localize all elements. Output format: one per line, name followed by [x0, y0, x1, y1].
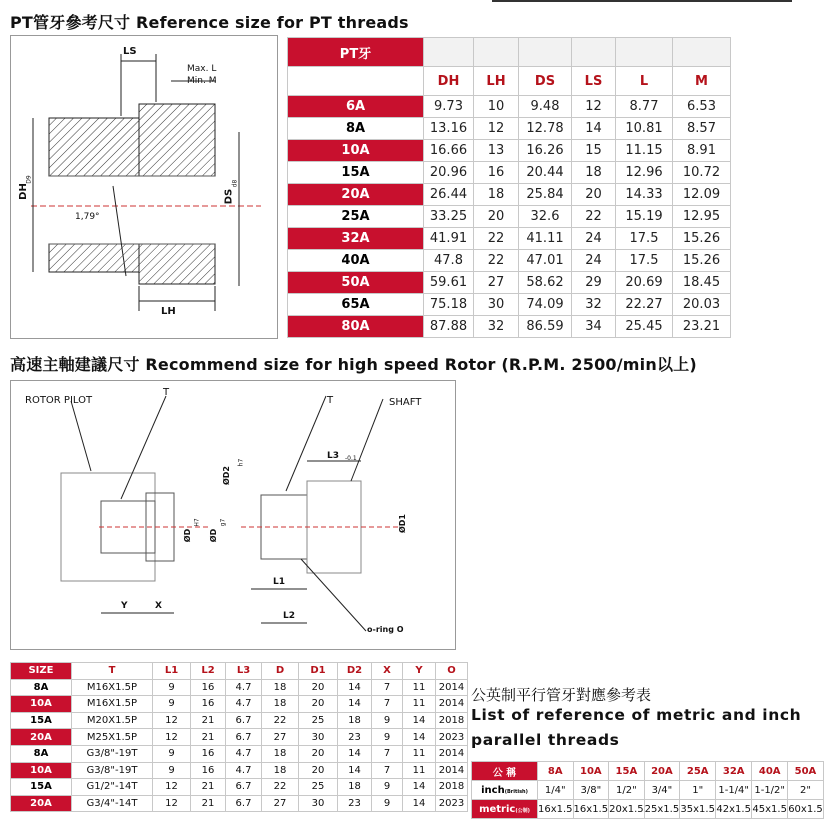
rotor-value-cell: 6.7 [226, 779, 262, 796]
pt-col-header: DS [519, 67, 572, 96]
inch-row [472, 781, 824, 800]
rotor-value-cell: 11 [403, 679, 436, 696]
inch-value-cell: 3/8" [573, 781, 609, 800]
pt-value-cell: 9.73 [424, 96, 474, 118]
inch-value-cell: 1" [680, 781, 716, 800]
rotor-value-cell: 20 [299, 679, 338, 696]
metric-inch-size-header: 8A [538, 762, 574, 781]
rotor-value-cell: 27 [262, 729, 299, 746]
pt-table-row [288, 206, 731, 228]
rotor-col-header: Y [403, 663, 436, 680]
d-h7-tolerance: H7 [193, 518, 201, 527]
pt-value-cell: 13 [474, 140, 519, 162]
rotor-col-header: L1 [153, 663, 191, 680]
rotor-value-cell: 12 [153, 795, 191, 812]
pt-value-cell: 30 [474, 294, 519, 316]
metric-value-cell: 60x1.5 [788, 800, 824, 819]
rotor-value-cell: M20X1.5P [72, 712, 153, 729]
rotor-value-cell: 16 [191, 762, 226, 779]
pt-value-cell: 22 [474, 250, 519, 272]
rotor-pilot-label: ROTOR PILOT [25, 395, 93, 406]
l2-label: L2 [283, 611, 295, 621]
pt-value-cell: 75.18 [424, 294, 474, 316]
pt-col-header: LH [474, 67, 519, 96]
pt-col-header: M [673, 67, 731, 96]
pt-value-cell: 23.21 [673, 316, 731, 338]
pt-value-cell: 16 [474, 162, 519, 184]
pt-col-header: L [616, 67, 673, 96]
rotor-table-row [11, 745, 468, 762]
rotor-value-cell: 6.7 [226, 795, 262, 812]
rotor-value-cell: 9 [153, 762, 191, 779]
rotor-value-cell: 12 [153, 779, 191, 796]
pt-size-cell: 25A [288, 206, 424, 228]
rotor-table-header-row [11, 663, 468, 680]
metric-row [472, 800, 824, 819]
rotor-size-cell: 10A [11, 696, 72, 713]
pt-value-cell: 22 [572, 206, 616, 228]
metric-value-cell: 16x1.5 [538, 800, 574, 819]
pt-table-row [288, 118, 731, 140]
metric-inch-size-header: 32A [716, 762, 752, 781]
rotor-col-header: O [436, 663, 468, 680]
pt-value-cell: 22.27 [616, 294, 673, 316]
metric-value-cell: 42x1.5 [716, 800, 752, 819]
rotor-value-cell: M25X1.5P [72, 729, 153, 746]
rotor-value-cell: 2014 [436, 762, 468, 779]
pt-value-cell: 26.44 [424, 184, 474, 206]
pt-size-cell: 15A [288, 162, 424, 184]
pt-value-cell: 10.81 [616, 118, 673, 140]
d-h7-label: ØD [183, 528, 193, 543]
metric-inch-corner: 公 稱 [472, 762, 538, 781]
rotor-value-cell: 18 [262, 762, 299, 779]
pt-value-cell: 17.5 [616, 228, 673, 250]
rotor-table-row [11, 762, 468, 779]
pt-value-cell: 12 [572, 96, 616, 118]
pt-value-cell: 20 [474, 206, 519, 228]
rotor-col-header: L3 [226, 663, 262, 680]
metric-value-cell: 45x1.5 [752, 800, 788, 819]
top-rule [492, 0, 792, 2]
metric-value-cell: 20x1.5 [609, 800, 645, 819]
metric-inch-title-zh: 公英制平行管牙對應參考表 [471, 686, 652, 704]
rotor-value-cell: 20 [299, 762, 338, 779]
rotor-value-cell: 4.7 [226, 696, 262, 713]
pt-value-cell: 15 [572, 140, 616, 162]
rotor-value-cell: 30 [299, 795, 338, 812]
rotor-value-cell: 18 [262, 679, 299, 696]
rotor-value-cell: 2023 [436, 795, 468, 812]
rotor-section-title: 高速主軸建議尺寸 Recommend size for high speed Rotor (R.P.M. 2500/min以上) [10, 355, 697, 374]
pt-section-title: PT管牙參考尺寸 Reference size for PT threads [10, 13, 409, 32]
pt-corner-cell: PT牙 [288, 38, 424, 67]
pt-value-cell: 29 [572, 272, 616, 294]
lh-label: LH [161, 306, 176, 317]
pt-value-cell: 20 [572, 184, 616, 206]
rotor-size-cell: 10A [11, 762, 72, 779]
inch-value-cell: 1/2" [609, 781, 645, 800]
rotor-col-header: D2 [338, 663, 372, 680]
rotor-value-cell: 9 [372, 779, 403, 796]
pt-value-cell: 25.84 [519, 184, 572, 206]
pt-value-cell: 11.15 [616, 140, 673, 162]
pt-value-cell: 20.96 [424, 162, 474, 184]
rotor-value-cell: 18 [262, 745, 299, 762]
pt-value-cell: 20.03 [673, 294, 731, 316]
rotor-size-cell: 8A [11, 679, 72, 696]
rotor-col-header: L2 [191, 663, 226, 680]
pt-value-cell: 16.66 [424, 140, 474, 162]
rotor-value-cell: 30 [299, 729, 338, 746]
rotor-value-cell: 25 [299, 712, 338, 729]
inch-value-cell: 1-1/2" [752, 781, 788, 800]
pt-value-cell: 41.11 [519, 228, 572, 250]
ds-label: DS [223, 188, 235, 205]
rotor-value-cell: 4.7 [226, 679, 262, 696]
pt-size-cell: 65A [288, 294, 424, 316]
ds-sub: d8 [231, 179, 239, 188]
rotor-value-cell: 7 [372, 696, 403, 713]
rotor-value-cell: 9 [153, 679, 191, 696]
rotor-value-cell: G3/8"-19T [72, 745, 153, 762]
metric-inch-size-header: 25A [680, 762, 716, 781]
rotor-value-cell: 7 [372, 762, 403, 779]
rotor-value-cell: 7 [372, 679, 403, 696]
max-l-label: Max. L [187, 64, 217, 74]
pt-table-header-row [288, 67, 731, 96]
rotor-col-header: T [72, 663, 153, 680]
pt-size-cell: 8A [288, 118, 424, 140]
min-m-label: Min. M [187, 76, 217, 86]
pt-value-cell: 59.61 [424, 272, 474, 294]
rotor-table-row [11, 729, 468, 746]
inch-row-label [472, 781, 538, 800]
rotor-value-cell: G3/8"-19T [72, 762, 153, 779]
metric-value-cell: 16x1.5 [573, 800, 609, 819]
rotor-table-row [11, 795, 468, 812]
inch-label-sub: (British) [504, 788, 528, 795]
rotor-value-cell: 22 [262, 779, 299, 796]
rotor-size-cell: 15A [11, 712, 72, 729]
rotor-value-cell: 22 [262, 712, 299, 729]
rotor-table-row [11, 679, 468, 696]
oring-label: o-ring O [367, 625, 404, 634]
l3-tolerance: -0.1 [345, 455, 357, 462]
rotor-value-cell: 2014 [436, 745, 468, 762]
rotor-value-cell: 9 [153, 745, 191, 762]
pt-value-cell: 12 [474, 118, 519, 140]
pt-value-cell: 8.57 [673, 118, 731, 140]
pt-value-cell: 12.96 [616, 162, 673, 184]
pt-table-row [288, 294, 731, 316]
pt-value-cell: 17.5 [616, 250, 673, 272]
pt-value-cell: 86.59 [519, 316, 572, 338]
pt-col-header: DH [424, 67, 474, 96]
pt-value-cell: 9.48 [519, 96, 572, 118]
pt-value-cell: 24 [572, 250, 616, 272]
metric-value-cell: 25x1.5 [644, 800, 680, 819]
d2-tolerance: h7 [237, 458, 245, 467]
rotor-value-cell: 16 [191, 745, 226, 762]
dh-label: DH [17, 183, 29, 200]
pt-value-cell: 32 [572, 294, 616, 316]
pt-value-cell: 10.72 [673, 162, 731, 184]
d-g7-label: ØD [209, 528, 219, 543]
pt-value-cell: 41.91 [424, 228, 474, 250]
rotor-value-cell: 21 [191, 795, 226, 812]
metric-inch-title-en-1: List of reference of metric and inch [471, 706, 802, 724]
metric-inch-header-row [472, 762, 824, 781]
inch-value-cell: 1-1/4" [716, 781, 752, 800]
rotor-table-row [11, 696, 468, 713]
metric-row-label [472, 800, 538, 819]
pt-value-cell: 34 [572, 316, 616, 338]
pt-value-cell: 6.53 [673, 96, 731, 118]
pt-size-cell: 20A [288, 184, 424, 206]
l3-label: L3 [327, 451, 339, 461]
pt-value-cell: 8.77 [616, 96, 673, 118]
rotor-value-cell: 14 [338, 762, 372, 779]
rotor-value-cell: 14 [403, 729, 436, 746]
metric-inch-size-header: 10A [573, 762, 609, 781]
rotor-table-row [11, 712, 468, 729]
pt-value-cell: 18 [474, 184, 519, 206]
d2-label: ØD2 [222, 465, 232, 486]
pt-value-cell: 22 [474, 228, 519, 250]
pt-value-cell: 25.45 [616, 316, 673, 338]
rotor-value-cell: 6.7 [226, 712, 262, 729]
metric-inch-size-header: 50A [788, 762, 824, 781]
rotor-value-cell: 9 [372, 712, 403, 729]
rotor-value-cell: 14 [403, 795, 436, 812]
rotor-col-header: D1 [299, 663, 338, 680]
rotor-diagram-panel [10, 380, 456, 650]
rotor-value-cell: 2018 [436, 712, 468, 729]
pt-value-cell: 12.78 [519, 118, 572, 140]
rotor-value-cell: 9 [153, 696, 191, 713]
rotor-value-cell: 21 [191, 779, 226, 796]
d-g7-tolerance: g7 [219, 518, 227, 527]
pt-value-cell: 10 [474, 96, 519, 118]
rotor-value-cell: 14 [338, 696, 372, 713]
rotor-value-cell: 9 [372, 795, 403, 812]
metric-inch-title-en-2: parallel threads [471, 731, 620, 749]
rotor-value-cell: 2014 [436, 679, 468, 696]
rotor-value-cell: 11 [403, 696, 436, 713]
d1-label: ØD1 [398, 513, 408, 534]
rotor-size-cell: 8A [11, 745, 72, 762]
pt-size-cell: 10A [288, 140, 424, 162]
rotor-value-cell: 4.7 [226, 745, 262, 762]
rotor-value-cell: 4.7 [226, 762, 262, 779]
pt-table-row [288, 184, 731, 206]
pt-value-cell: 33.25 [424, 206, 474, 228]
rotor-value-cell: 12 [153, 729, 191, 746]
l1-label: L1 [273, 577, 285, 587]
inch-value-cell: 3/4" [644, 781, 680, 800]
inch-label-text: inch [481, 784, 505, 796]
rotor-value-cell: 7 [372, 745, 403, 762]
rotor-col-header: D [262, 663, 299, 680]
rotor-size-cell: 15A [11, 779, 72, 796]
pt-value-cell: 58.62 [519, 272, 572, 294]
pt-value-cell: 32.6 [519, 206, 572, 228]
rotor-value-cell: 23 [338, 795, 372, 812]
rotor-value-cell: 18 [262, 696, 299, 713]
rotor-size-cell: 20A [11, 795, 72, 812]
pt-value-cell: 12.09 [673, 184, 731, 206]
pt-diagram-panel [10, 35, 278, 339]
pt-value-cell: 14.33 [616, 184, 673, 206]
rotor-value-cell: 20 [299, 696, 338, 713]
x-label: X [155, 601, 162, 611]
rotor-value-cell: 2014 [436, 696, 468, 713]
rotor-table-row [11, 779, 468, 796]
rotor-value-cell: 9 [372, 729, 403, 746]
pt-value-cell: 13.16 [424, 118, 474, 140]
pt-size-cell: 50A [288, 272, 424, 294]
pt-value-cell: 47.01 [519, 250, 572, 272]
pt-value-cell: 16.26 [519, 140, 572, 162]
rotor-value-cell: 14 [338, 745, 372, 762]
pt-table-row [288, 140, 731, 162]
ls-label: LS [123, 46, 137, 57]
pt-table-row [288, 250, 731, 272]
metric-inch-size-header: 20A [644, 762, 680, 781]
pt-value-cell: 15.19 [616, 206, 673, 228]
rotor-value-cell: 11 [403, 745, 436, 762]
pt-value-cell: 20.44 [519, 162, 572, 184]
pt-size-cell: 32A [288, 228, 424, 250]
rotor-value-cell: 2023 [436, 729, 468, 746]
pt-value-cell: 24 [572, 228, 616, 250]
rotor-value-cell: 14 [403, 712, 436, 729]
pt-value-cell: 18.45 [673, 272, 731, 294]
rotor-size-table [10, 662, 468, 812]
pt-value-cell: 27 [474, 272, 519, 294]
rotor-value-cell: 2018 [436, 779, 468, 796]
pt-value-cell: 87.88 [424, 316, 474, 338]
rotor-value-cell: G1/2"-14T [72, 779, 153, 796]
pt-value-cell: 18 [572, 162, 616, 184]
rotor-shaft-diagram [11, 381, 455, 649]
pt-size-cell: 40A [288, 250, 424, 272]
rotor-value-cell: 18 [338, 712, 372, 729]
t-label-left: T [163, 387, 170, 398]
y-label: Y [121, 601, 128, 611]
pt-value-cell: 32 [474, 316, 519, 338]
rotor-col-header: X [372, 663, 403, 680]
metric-label-text: metric [479, 803, 516, 815]
metric-inch-table [471, 761, 824, 819]
pt-size-table [287, 37, 731, 338]
metric-value-cell: 35x1.5 [680, 800, 716, 819]
pt-value-cell: 15.26 [673, 228, 731, 250]
metric-inch-size-header: 15A [609, 762, 645, 781]
rotor-value-cell: 27 [262, 795, 299, 812]
pt-size-cell: 80A [288, 316, 424, 338]
rotor-col-header: SIZE [11, 663, 72, 680]
pt-value-cell: 74.09 [519, 294, 572, 316]
pt-col-header: LS [572, 67, 616, 96]
rotor-size-cell: 20A [11, 729, 72, 746]
rotor-value-cell: G3/4"-14T [72, 795, 153, 812]
inch-value-cell: 1/4" [538, 781, 574, 800]
pt-table-row [288, 96, 731, 118]
metric-inch-size-header: 40A [752, 762, 788, 781]
metric-label-sub: (公制) [515, 807, 530, 814]
rotor-value-cell: 23 [338, 729, 372, 746]
pt-size-cell: 6A [288, 96, 424, 118]
rotor-value-cell: 14 [338, 679, 372, 696]
pt-value-cell: 12.95 [673, 206, 731, 228]
rotor-value-cell: 21 [191, 712, 226, 729]
pt-value-cell: 14 [572, 118, 616, 140]
dh-sub: D9 [25, 175, 33, 184]
pt-table-row [288, 228, 731, 250]
shaft-label: SHAFT [389, 397, 422, 408]
rotor-value-cell: 21 [191, 729, 226, 746]
pt-value-cell: 8.91 [673, 140, 731, 162]
pt-table-row [288, 272, 731, 294]
rotor-value-cell: 14 [403, 779, 436, 796]
rotor-value-cell: 16 [191, 696, 226, 713]
rotor-value-cell: 11 [403, 762, 436, 779]
pt-table-row [288, 162, 731, 184]
rotor-value-cell: 12 [153, 712, 191, 729]
rotor-value-cell: M16X1.5P [72, 696, 153, 713]
rotor-value-cell: 20 [299, 745, 338, 762]
pt-value-cell: 15.26 [673, 250, 731, 272]
rotor-value-cell: 25 [299, 779, 338, 796]
rotor-value-cell: 16 [191, 679, 226, 696]
rotor-value-cell: 18 [338, 779, 372, 796]
rotor-value-cell: M16X1.5P [72, 679, 153, 696]
angle-label: 1,79° [75, 212, 100, 222]
rotor-value-cell: 6.7 [226, 729, 262, 746]
pt-table-corner-row [288, 38, 731, 67]
inch-value-cell: 2" [788, 781, 824, 800]
pt-value-cell: 47.8 [424, 250, 474, 272]
pt-table-row [288, 316, 731, 338]
t-label-right: T [327, 395, 334, 406]
pt-value-cell: 20.69 [616, 272, 673, 294]
